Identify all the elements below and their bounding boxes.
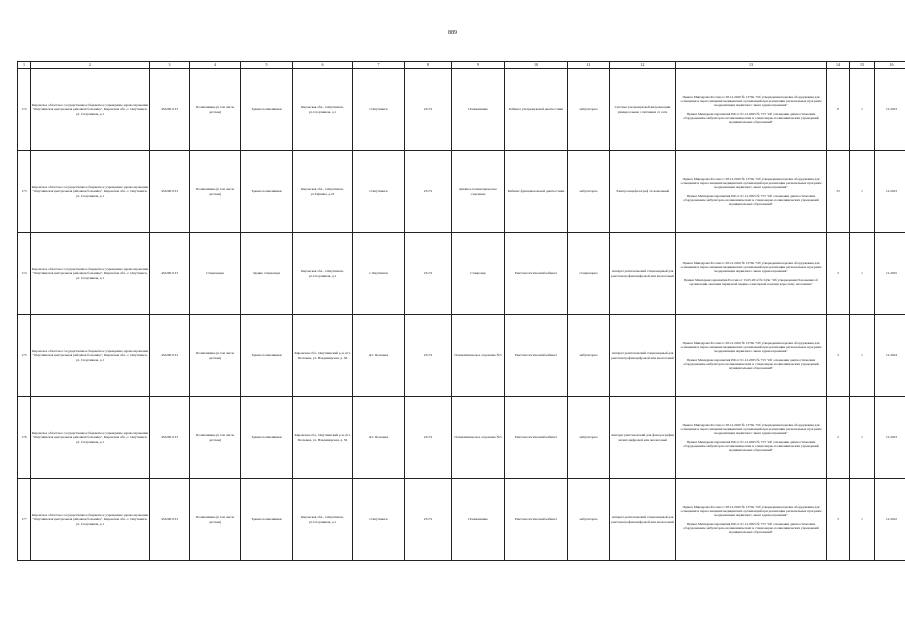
- column-number: 3: [150, 62, 190, 69]
- table-row: [18, 315, 905, 397]
- cabinet-cell: Рентгенологический кабинет: [505, 479, 568, 561]
- date-cell: 12.2023: [875, 69, 905, 151]
- department-cell: Поликлиническое отделение №3: [452, 315, 505, 397]
- count-cell: 1: [850, 233, 875, 315]
- care-form-cell: амбулаторно: [568, 397, 610, 479]
- locality-cell: пгт. Песковка: [353, 397, 405, 479]
- cabinet-cell: Рентгенологический кабинет: [505, 315, 568, 397]
- quantity-cell: 2: [827, 397, 850, 479]
- oktmo-cell: 23172: [405, 479, 452, 561]
- building-cell: Здание поликлиники: [241, 151, 293, 233]
- column-number: 7: [353, 62, 405, 69]
- organization-cell: Кировское областное государственное бюджетное учреждение здравоохранения "Омутнинская центральная районная больница", Кировская обл., г. Омутнинск, ул. Спортивная, д.1: [31, 315, 150, 397]
- care-form-cell: амбулаторно: [568, 151, 610, 233]
- column-number: 14: [827, 62, 850, 69]
- inn-cell: 4322001133: [150, 397, 190, 479]
- inn-cell: 4322001133: [150, 233, 190, 315]
- address-cell: Кировская обл., Омутнинский р-н, пгт. Песковка, ул. Владимирская, д. 56: [293, 315, 353, 397]
- quantity-cell: 8: [827, 69, 850, 151]
- column-number: 13: [676, 62, 827, 69]
- cabinet-cell: Кабинет ультразвуковой диагностики: [505, 69, 568, 151]
- row-number: 176: [18, 397, 31, 479]
- locality-cell: пгт. Песковка: [353, 315, 405, 397]
- legal-basis-order-2: Приказ Минздравсоцразвития РФ от 01.12.2005 № 753 "Об оснащении диагностическим оборудованием амбулаторно-поликлинических и стационарно-поликлинических учреждений муниципальных образований": [683, 112, 819, 125]
- equipment-cell: Аппарат рентгеновский стационарный для рентгенографии цифровой или аналоговый: [610, 315, 676, 397]
- equipment-cell: Аппарат рентгеновский для флюорографии легких цифровой или аналоговый: [610, 397, 676, 479]
- date-cell: 12.2022: [875, 479, 905, 561]
- cabinet-cell: Рентгенологический кабинет: [505, 233, 568, 315]
- count-cell: 1: [850, 397, 875, 479]
- count-cell: 1: [850, 315, 875, 397]
- column-number: 10: [505, 62, 568, 69]
- legal-basis-order-1: Приказ Минздрава России от 28.12.2020 № 1379н "Об утверждении перечня оборудования для оснащения и переоснащения медицинских организаций при реализации региональных программ модернизации первичного звена здравоохранения": [680, 504, 822, 517]
- legal-basis-order-2: Приказ Минздравсоцразвития РФ от 01.12.2005 № 753 "Об оснащении диагностическим оборудованием амбулаторно-поликлинических и стационарно-поликлинических учреждений муниципальных образований": [683, 440, 819, 453]
- inn-cell: 4322001133: [150, 479, 190, 561]
- equipment-cell: Электроэнцефалограф 12-канальный: [610, 151, 676, 233]
- department-cell: Стационар: [452, 233, 505, 315]
- legal-basis-cell: [676, 151, 827, 233]
- address-cell: Кировская обл., г.Омутнинск, ул.Гирянка, д.23: [293, 151, 353, 233]
- table-row: [18, 69, 905, 151]
- column-number: 2: [31, 62, 150, 69]
- legal-basis-order-1: Приказ Минздрава России от 28.12.2020 № 1379н "Об утверждении перечня оборудования для оснащения и переоснащения медицинских организаций при реализации региональных программ модернизации первичного звена здравоохранения": [680, 94, 822, 107]
- legal-basis-order-1: Приказ Минздрава России от 28.12.2020 № 1379н "Об утверждении перечня оборудования для оснащения и переоснащения медицинских организаций при реализации региональных программ модернизации первичного звена здравоохранения": [680, 422, 822, 435]
- care-form-cell: амбулаторно: [568, 69, 610, 151]
- date-cell: 12.2023: [875, 151, 905, 233]
- count-cell: 1: [850, 479, 875, 561]
- locality-cell: г.Омутнинск: [353, 69, 405, 151]
- address-cell: Кировская обл., г.Омутнинск, ул.Спортивная, д.1: [293, 233, 353, 315]
- department-cell: Поликлиника: [452, 69, 505, 151]
- unit-type-cell: Стационары: [190, 233, 241, 315]
- row-number: 177: [18, 479, 31, 561]
- page-number: 889: [448, 30, 457, 36]
- legal-basis-order-2: Приказ Минздравсоцразвития России от 15.05.2012 № 543н "Об утверждении Положения об организации оказания первичной медико-санитарной помощи взрослому населению": [683, 278, 819, 287]
- column-number: 5: [241, 62, 293, 69]
- organization-cell: Кировское областное государственное бюджетное учреждение здравоохранения "Омутнинская центральная районная больница", Кировская обл., г. Омутнинск, ул. Спортивная, д.1: [31, 233, 150, 315]
- equipment-cell: Аппарат рентгеновский стационарный для рентгенографии цифровой или аналоговый: [610, 233, 676, 315]
- address-cell: Кировская обл., Омутнинский р-н, пгт. Песковка, ул. Владимирская, д. 56: [293, 397, 353, 479]
- legal-basis-cell: [676, 233, 827, 315]
- table-row: [18, 151, 905, 233]
- unit-type-cell: Поликлиника (в том числе детская): [190, 151, 241, 233]
- cabinet-cell: Рентгенологический кабинет: [505, 397, 568, 479]
- legal-basis-order-2: Приказ Минздравсоцразвития РФ от 01.12.2005 № 753 "Об оснащении диагностическим оборудованием амбулаторно-поликлинических и стационарно-поликлинических учреждений муниципальных образований": [683, 522, 819, 535]
- table-row: [18, 233, 905, 315]
- building-cell: Здание поликлиники: [241, 315, 293, 397]
- address-cell: Кировская обл., г.Омутнинск, ул.Спортивная, д.1: [293, 69, 353, 151]
- legal-basis-order-2: Приказ Минздравсоцразвития РФ от 01.12.2005 № 753 "Об оснащении диагностическим оборудованием амбулаторно-поликлинических и стационарно-поликлинических учреждений муниципальных образований": [683, 194, 819, 207]
- count-cell: 1: [850, 69, 875, 151]
- organization-cell: Кировское областное государственное бюджетное учреждение здравоохранения "Омутнинская центральная районная больница", Кировская обл., г. Омутнинск, ул. Спортивная, д.1: [31, 69, 150, 151]
- locality-cell: г.Омутнинск: [353, 479, 405, 561]
- column-number: 9: [452, 62, 505, 69]
- legal-basis-order-1: Приказ Минздрава России от 28.12.2020 № 1379н "Об утверждении перечня оборудования для оснащения и переоснащения медицинских организаций при реализации региональных программ модернизации первичного звена здравоохранения": [680, 176, 822, 189]
- legal-basis-cell: [676, 69, 827, 151]
- care-form-cell: стационарно: [568, 233, 610, 315]
- inn-cell: 4322001133: [150, 151, 190, 233]
- date-cell: 12.2023: [875, 397, 905, 479]
- row-number: 173: [18, 151, 31, 233]
- locality-cell: г. Омутнинск: [353, 233, 405, 315]
- care-form-cell: амбулаторно: [568, 315, 610, 397]
- legal-basis-cell: [676, 479, 827, 561]
- column-number: 11: [568, 62, 610, 69]
- legal-basis-order-2: Приказ Минздравсоцразвития РФ от 01.12.2005 № 753 "Об оснащении диагностическим оборудованием амбулаторно-поликлинических и стационарно-поликлинических учреждений муниципальных образований": [683, 358, 819, 371]
- column-number-row: [18, 62, 905, 69]
- care-form-cell: амбулаторно: [568, 479, 610, 561]
- locality-cell: г.Омутнинск: [353, 151, 405, 233]
- department-cell: Поликлиника: [452, 479, 505, 561]
- column-number: 12: [610, 62, 676, 69]
- oktmo-cell: 23172: [405, 151, 452, 233]
- building-cell: Здание поликлиники: [241, 397, 293, 479]
- organization-cell: Кировское областное государственное бюджетное учреждение здравоохранения "Омутнинская центральная районная больница", Кировская обл., г. Омутнинск, ул. Спортивная, д.1: [31, 397, 150, 479]
- row-number: 172: [18, 69, 31, 151]
- oktmo-cell: 23172: [405, 69, 452, 151]
- column-number: 16: [875, 62, 905, 69]
- column-number: 15: [850, 62, 875, 69]
- department-cell: Дневное психиатрическое отделение: [452, 151, 505, 233]
- address-cell: Кировская обл., г.Омутнинск, ул.Спортивная, д.1: [293, 479, 353, 561]
- oktmo-cell: 23172: [405, 315, 452, 397]
- quantity-cell: 3: [827, 479, 850, 561]
- quantity-cell: 33: [827, 151, 850, 233]
- organization-cell: Кировское областное государственное бюджетное учреждение здравоохранения "Омутнинская центральная районная больница", Кировская обл., г. Омутнинск, ул. Спортивная, д.1: [31, 479, 150, 561]
- column-number: 4: [190, 62, 241, 69]
- oktmo-cell: 23172: [405, 233, 452, 315]
- unit-type-cell: Поликлиника (в том числе детская): [190, 69, 241, 151]
- organization-cell: Кировское областное государственное бюджетное учреждение здравоохранения "Омутнинская центральная районная больница", Кировская обл., г. Омутнинск, ул. Спортивная, д.1: [31, 151, 150, 233]
- building-cell: Здание стационара: [241, 233, 293, 315]
- unit-type-cell: Поликлиника (в том числе детская): [190, 315, 241, 397]
- row-number: 175: [18, 315, 31, 397]
- column-number: 6: [293, 62, 353, 69]
- legal-basis-order-1: Приказ Минздрава России от 28.12.2020 № 1379н "Об утверждении перечня оборудования для оснащения и переоснащения медицинских организаций при реализации региональных программ модернизации первичного звена здравоохранения": [680, 260, 822, 273]
- oktmo-cell: 23172: [405, 397, 452, 479]
- unit-type-cell: Поликлиника (в том числе детская): [190, 479, 241, 561]
- count-cell: 1: [850, 151, 875, 233]
- legal-basis-order-1: Приказ Минздрава России от 28.12.2020 № 1379н "Об утверждении перечня оборудования для оснащения и переоснащения медицинских организаций при реализации региональных программ модернизации первичного звена здравоохранения": [680, 340, 822, 353]
- legal-basis-cell: [676, 315, 827, 397]
- unit-type-cell: Поликлиника (в том числе детская): [190, 397, 241, 479]
- date-cell: 12.2024: [875, 315, 905, 397]
- table-row: [18, 479, 905, 561]
- cabinet-cell: Кабинет функциональной диагностики: [505, 151, 568, 233]
- column-number: 8: [405, 62, 452, 69]
- building-cell: Здание поликлиники: [241, 479, 293, 561]
- date-cell: 12.2025: [875, 233, 905, 315]
- equipment-cell: Аппарат рентгеновский стационарный для рентгенографии цифровой или аналоговый: [610, 479, 676, 561]
- building-cell: Здание поликлиники: [241, 69, 293, 151]
- legal-basis-cell: [676, 397, 827, 479]
- department-cell: Поликлиническое отделение №3: [452, 397, 505, 479]
- row-number: 174: [18, 233, 31, 315]
- column-number: 1: [18, 62, 31, 69]
- inn-cell: 4322001133: [150, 315, 190, 397]
- quantity-cell: 3: [827, 315, 850, 397]
- table-row: [18, 397, 905, 479]
- equipment-register-table: [17, 61, 905, 561]
- inn-cell: 4322001133: [150, 69, 190, 151]
- equipment-cell: Система ультразвуковой визуализации универсальная с питанием от сети: [610, 69, 676, 151]
- quantity-cell: 3: [827, 233, 850, 315]
